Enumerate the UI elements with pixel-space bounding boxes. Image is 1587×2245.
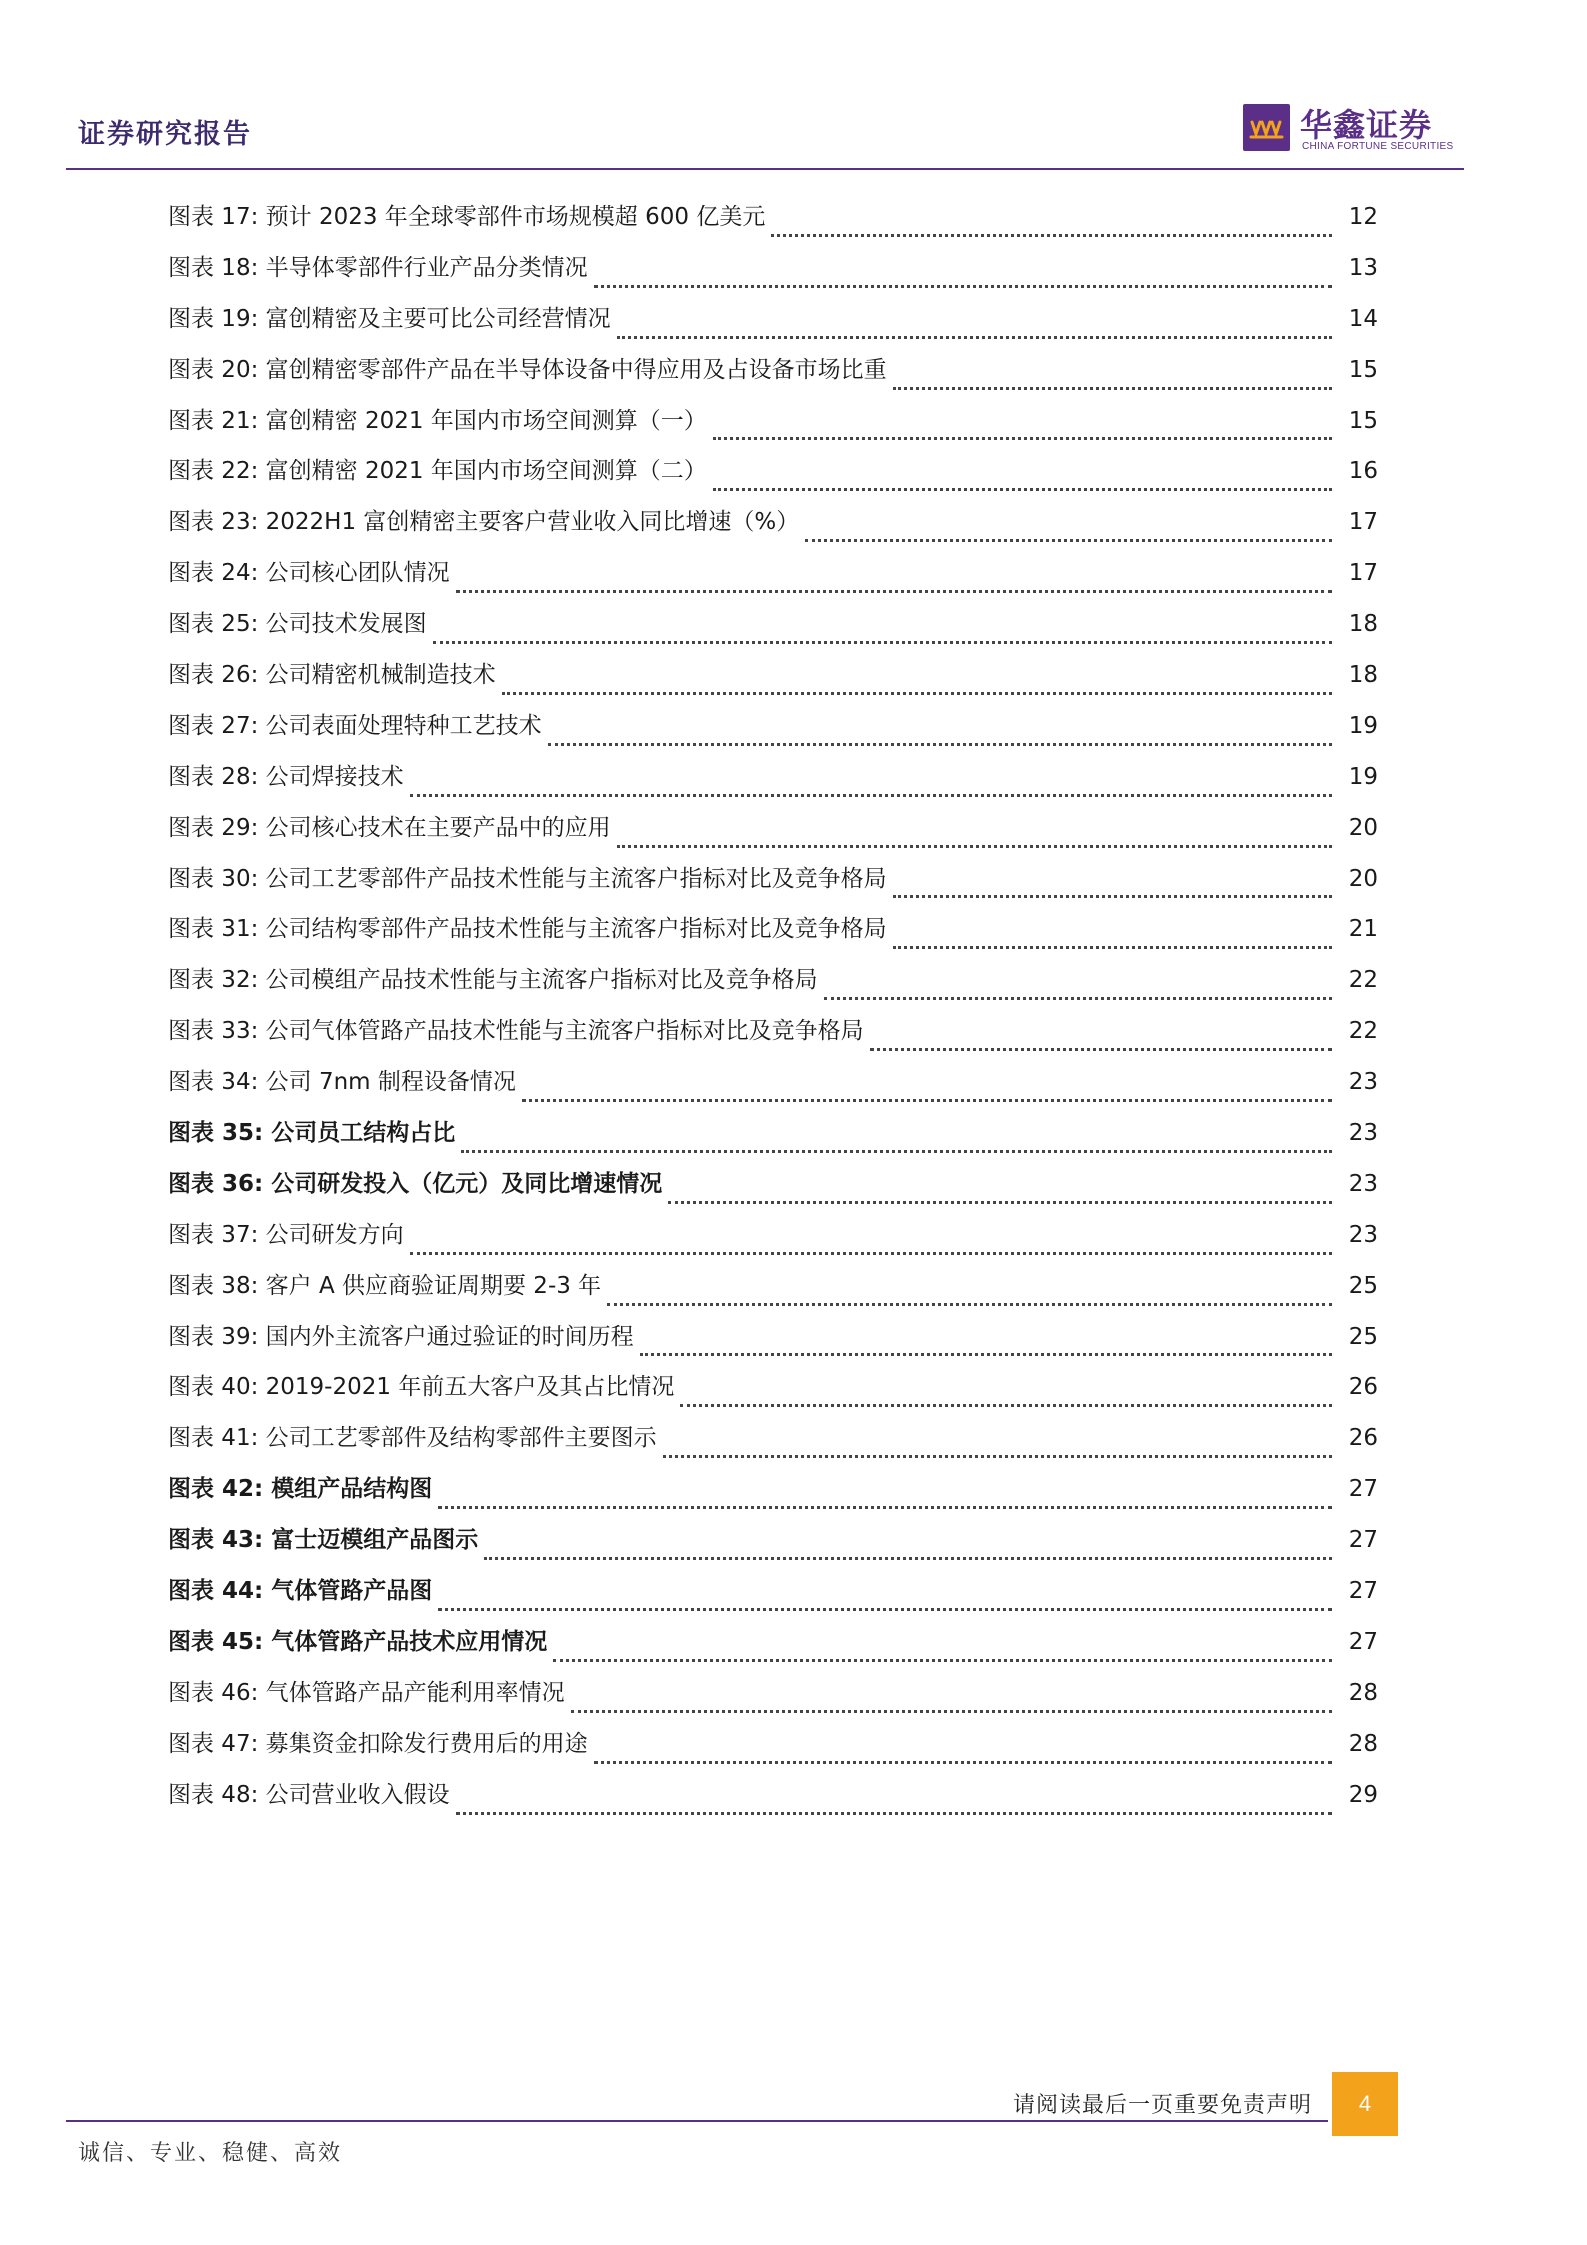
- toc-entry-title: [168, 1372, 680, 1402]
- toc-entry-title: [168, 965, 824, 995]
- toc-entry-text: 公司结构零部件产品技术性能与主流客户指标对比及竞争格局: [265, 916, 887, 943]
- toc-entry[interactable]: [168, 558, 1378, 609]
- toc-dot-leader: [893, 387, 1332, 390]
- toc-entry-label: 图表 33:: [168, 1018, 259, 1045]
- toc-entry-label: 图表 18:: [168, 254, 259, 281]
- toc-entry[interactable]: [168, 1372, 1378, 1423]
- toc-entry-label: 图表 48:: [168, 1781, 259, 1808]
- toc-dot-leader: [438, 1506, 1332, 1509]
- toc-entry-text: 公司核心技术在主要产品中的应用: [265, 814, 611, 841]
- toc-dot-leader: [713, 488, 1332, 491]
- toc-entry-label: 图表 45:: [168, 1628, 264, 1655]
- toc-dot-leader: [571, 1710, 1332, 1713]
- toc-entry[interactable]: [168, 965, 1378, 1016]
- toc-entry[interactable]: [168, 1169, 1378, 1220]
- toc-page-number: 23: [1348, 1120, 1378, 1147]
- toc-entry-label: 图表 47:: [168, 1730, 259, 1757]
- toc-page-number: 27: [1348, 1578, 1378, 1605]
- toc-dot-leader: [456, 1812, 1332, 1815]
- toc-dot-leader: [668, 1201, 1332, 1204]
- toc-entry-label: 图表 34:: [168, 1069, 259, 1096]
- toc-dot-leader: [893, 895, 1332, 898]
- toc-page-number: 18: [1348, 662, 1378, 689]
- toc-dot-leader: [433, 641, 1332, 644]
- toc-entry-label: 图表 40:: [168, 1374, 259, 1401]
- toc-dot-leader: [824, 997, 1332, 1000]
- toc-entry[interactable]: [168, 253, 1378, 304]
- toc-page-number: 19: [1348, 712, 1378, 739]
- toc-page-number: 22: [1348, 1018, 1378, 1045]
- toc-entry-title: [168, 406, 713, 436]
- toc-dot-leader: [548, 743, 1332, 746]
- toc-entry-title: [168, 456, 713, 486]
- toc-page-number: 22: [1348, 967, 1378, 994]
- toc-entry-text: 富创精密 2021 年国内市场空间测算（一）: [265, 407, 707, 434]
- toc-page-number: 23: [1348, 1221, 1378, 1248]
- toc-entry[interactable]: [168, 762, 1378, 813]
- toc-entry-title: [168, 1474, 438, 1504]
- toc-entry-title: [168, 253, 594, 283]
- toc-entry-title: [168, 304, 617, 334]
- toc-entry-text: 募集资金扣除发行费用后的用途: [265, 1730, 588, 1757]
- toc-entry-title: [168, 762, 410, 792]
- toc-dot-leader: [771, 234, 1332, 237]
- logo-icon: [1243, 104, 1290, 151]
- toc-entry-text: 公司气体管路产品技术性能与主流客户指标对比及竞争格局: [265, 1018, 864, 1045]
- toc-entry-text: 公司技术发展图: [265, 611, 427, 638]
- toc-dot-leader: [805, 539, 1332, 542]
- toc-entry-label: 图表 36:: [168, 1170, 264, 1197]
- toc-entry-text: 国内外主流客户通过验证的时间历程: [265, 1323, 634, 1350]
- toc-entry-label: 图表 20:: [168, 356, 259, 383]
- toc-page-number: 21: [1348, 916, 1378, 943]
- toc-dot-leader: [617, 845, 1332, 848]
- toc-entry-title: [168, 1423, 663, 1453]
- toc-dot-leader: [410, 1252, 1332, 1255]
- toc-entry-title: [168, 1729, 594, 1759]
- toc-entry[interactable]: [168, 864, 1378, 915]
- toc-page-number: 25: [1348, 1272, 1378, 1299]
- toc-dot-leader: [553, 1659, 1332, 1662]
- toc-entry-text: 公司员工结构占比: [271, 1120, 456, 1147]
- toc-page-number: 16: [1348, 458, 1378, 485]
- toc-dot-leader: [607, 1303, 1332, 1306]
- toc-entry-title: [168, 1576, 438, 1606]
- toc-entry-label: 图表 23:: [168, 509, 259, 536]
- toc-entry[interactable]: [168, 660, 1378, 711]
- toc-page-number: 26: [1348, 1425, 1378, 1452]
- toc-entry-title: [168, 202, 771, 232]
- toc-page-number: 28: [1348, 1730, 1378, 1757]
- toc-entry-title: [168, 609, 433, 639]
- toc-entry-label: 图表 28:: [168, 763, 259, 790]
- toc-page-number: 25: [1348, 1323, 1378, 1350]
- toc-dot-leader: [438, 1608, 1332, 1611]
- toc-entry-text: 富创精密及主要可比公司经营情况: [265, 305, 611, 332]
- toc-page-number: 27: [1348, 1628, 1378, 1655]
- toc-entry-title: [168, 711, 548, 741]
- logo-english-name: CHINA FORTUNE SECURITIES: [1302, 141, 1454, 152]
- toc-entry-text: 公司研发投入（亿元）及同比增速情况: [271, 1170, 663, 1197]
- toc-dot-leader: [594, 285, 1332, 288]
- toc-entry-label: 图表 32:: [168, 967, 259, 994]
- toc-entry-title: [168, 1525, 484, 1555]
- logo-chinese-name: 华鑫证券: [1300, 106, 1433, 144]
- toc-entry-title: [168, 1627, 553, 1657]
- toc-entry-title: [168, 1271, 607, 1301]
- toc-dot-leader: [640, 1353, 1332, 1356]
- toc-entry-text: 公司 7nm 制程设备情况: [265, 1069, 516, 1096]
- toc-entry[interactable]: [168, 507, 1378, 558]
- toc-page-number: 15: [1348, 356, 1378, 383]
- toc-entry[interactable]: [168, 1220, 1378, 1271]
- toc-entry-text: 公司精密机械制造技术: [265, 662, 496, 689]
- toc-dot-leader: [713, 437, 1332, 440]
- toc-entry-title: [168, 813, 617, 843]
- disclaimer-note: 请阅读最后一页重要免责声明: [1012, 2093, 1312, 2118]
- toc-entry-text: 富创精密 2021 年国内市场空间测算（二）: [265, 458, 707, 485]
- toc-entry-label: 图表 46:: [168, 1679, 259, 1706]
- toc-page-number: 23: [1348, 1069, 1378, 1096]
- toc-entry-label: 图表 38:: [168, 1272, 259, 1299]
- toc-dot-leader: [461, 1150, 1332, 1153]
- toc-entry-label: 图表 44:: [168, 1578, 264, 1605]
- toc-entry-text: 富创精密零部件产品在半导体设备中得应用及占设备市场比重: [265, 356, 887, 383]
- toc-entry-label: 图表 30:: [168, 865, 259, 892]
- toc-page-number: 19: [1348, 763, 1378, 790]
- toc-entry[interactable]: [168, 1780, 1378, 1831]
- toc-entry-label: 图表 17:: [168, 204, 259, 230]
- footer-divider: [66, 2120, 1328, 2122]
- toc-entry-label: 图表 26:: [168, 662, 259, 689]
- toc-page-number: 12: [1348, 204, 1378, 230]
- toc-dot-leader: [617, 336, 1332, 339]
- toc-entry[interactable]: [168, 1423, 1378, 1474]
- toc-page-number: 13: [1348, 254, 1378, 281]
- toc-page-number: 29: [1348, 1781, 1378, 1808]
- toc-dot-leader: [594, 1761, 1332, 1764]
- toc-entry[interactable]: [168, 1627, 1378, 1678]
- toc-entry-label: 图表 42:: [168, 1476, 264, 1503]
- toc-entry-text: 模组产品结构图: [271, 1476, 433, 1503]
- toc-entry-title: [168, 1220, 410, 1250]
- toc-dot-leader: [870, 1048, 1332, 1051]
- toc-entry[interactable]: [168, 1271, 1378, 1322]
- toc-page-number: 15: [1348, 407, 1378, 434]
- toc-entry[interactable]: [168, 609, 1378, 660]
- header-divider: [66, 168, 1464, 170]
- toc-entry-text: 2019-2021 年前五大客户及其占比情况: [265, 1374, 675, 1401]
- toc-entry[interactable]: [168, 355, 1378, 406]
- toc-entry-title: [168, 1169, 668, 1199]
- toc-entry-text: 气体管路产品产能利用率情况: [265, 1679, 565, 1706]
- toc-entry-text: 客户 A 供应商验证周期要 2-3 年: [265, 1272, 602, 1299]
- toc-entry-text: 预计 2023 年全球零部件市场规模超 600 亿美元: [265, 204, 766, 230]
- toc-entry-text: 气体管路产品图: [271, 1578, 433, 1605]
- toc-entry-title: [168, 1322, 640, 1352]
- toc-entry-text: 富士迈模组产品图示: [271, 1527, 479, 1554]
- toc-entry-text: 公司焊接技术: [265, 763, 404, 790]
- toc-entry-title: [168, 558, 456, 588]
- toc-entry[interactable]: [168, 813, 1378, 864]
- toc-entry-text: 公司表面处理特种工艺技术: [265, 712, 542, 739]
- toc-page-number: 20: [1348, 865, 1378, 892]
- toc-entry-label: 图表 37:: [168, 1221, 259, 1248]
- toc-entry-text: 公司模组产品技术性能与主流客户指标对比及竞争格局: [265, 967, 818, 994]
- toc-entry-text: 2022H1 富创精密主要客户营业收入同比增速（%）: [265, 509, 800, 536]
- toc-page-number: 20: [1348, 814, 1378, 841]
- toc-dot-leader: [410, 794, 1332, 797]
- toc-entry-title: [168, 1067, 522, 1097]
- toc-dot-leader: [456, 590, 1332, 593]
- toc-dot-leader: [663, 1455, 1332, 1458]
- toc-entry-label: 图表 24:: [168, 560, 259, 587]
- toc-entry-label: 图表 25:: [168, 611, 259, 638]
- toc-entry-title: [168, 1678, 571, 1708]
- company-slogan: 诚信、专业、稳健、高效: [78, 2141, 343, 2166]
- toc-entry-label: 图表 43:: [168, 1527, 264, 1554]
- toc-entry[interactable]: [168, 914, 1378, 965]
- toc-entry[interactable]: [168, 1474, 1378, 1525]
- toc-entry-text: 半导体零部件行业产品分类情况: [265, 254, 588, 281]
- toc-page-number: 27: [1348, 1527, 1378, 1554]
- toc-entry[interactable]: [168, 711, 1378, 762]
- toc-entry[interactable]: [168, 202, 1378, 253]
- toc-entry-text: 公司营业收入假设: [265, 1781, 450, 1808]
- toc-entry-title: [168, 660, 502, 690]
- toc-entry-text: 公司工艺零部件产品技术性能与主流客户指标对比及竞争格局: [265, 865, 887, 892]
- toc-entry[interactable]: [168, 1067, 1378, 1118]
- toc-entry-label: 图表 22:: [168, 458, 259, 485]
- toc-entry-label: 图表 31:: [168, 916, 259, 943]
- toc-entry-label: 图表 41:: [168, 1425, 259, 1452]
- toc-entry-label: 图表 19:: [168, 305, 259, 332]
- toc-entry[interactable]: [168, 1576, 1378, 1627]
- toc-entry-title: [168, 1780, 456, 1810]
- toc-dot-leader: [502, 692, 1332, 695]
- toc-entry-title: [168, 507, 805, 537]
- toc-entry[interactable]: [168, 1016, 1378, 1067]
- toc-entry-text: 气体管路产品技术应用情况: [271, 1628, 548, 1655]
- toc-dot-leader: [484, 1557, 1332, 1560]
- toc-entry-label: 图表 29:: [168, 814, 259, 841]
- toc-entry[interactable]: [168, 456, 1378, 507]
- toc-page-number: 17: [1348, 509, 1378, 536]
- toc-entry-label: 图表 21:: [168, 407, 259, 434]
- report-type-title: 证券研究报告: [78, 119, 252, 150]
- figure-index-list: [168, 202, 1378, 1831]
- toc-entry-text: 公司工艺零部件及结构零部件主要图示: [265, 1425, 657, 1452]
- toc-page-number: 17: [1348, 560, 1378, 587]
- toc-entry-title: [168, 1016, 870, 1046]
- toc-entry[interactable]: [168, 1322, 1378, 1373]
- toc-entry-text: 公司核心团队情况: [265, 560, 450, 587]
- toc-entry-label: 图表 39:: [168, 1323, 259, 1350]
- toc-entry-title: [168, 355, 893, 385]
- toc-entry[interactable]: [168, 1729, 1378, 1780]
- toc-dot-leader: [893, 946, 1332, 949]
- toc-entry[interactable]: [168, 304, 1378, 355]
- toc-entry[interactable]: [168, 406, 1378, 457]
- toc-dot-leader: [680, 1404, 1332, 1407]
- toc-entry-title: [168, 914, 893, 944]
- toc-entry[interactable]: [168, 1525, 1378, 1576]
- toc-page-number: 26: [1348, 1374, 1378, 1401]
- toc-page-number: 23: [1348, 1170, 1378, 1197]
- toc-page-number: 14: [1348, 305, 1378, 332]
- toc-dot-leader: [522, 1099, 1332, 1102]
- toc-entry-text: 公司研发方向: [265, 1221, 404, 1248]
- toc-entry-label: 图表 35:: [168, 1120, 264, 1147]
- toc-entry-title: [168, 1118, 461, 1148]
- toc-entry-title: [168, 864, 893, 894]
- toc-page-number: 18: [1348, 611, 1378, 638]
- page-number-badge: 4: [1332, 2072, 1398, 2136]
- toc-entry[interactable]: [168, 1678, 1378, 1729]
- toc-entry-label: 图表 27:: [168, 712, 259, 739]
- toc-entry[interactable]: [168, 1118, 1378, 1169]
- toc-page-number: 27: [1348, 1476, 1378, 1503]
- toc-page-number: 28: [1348, 1679, 1378, 1706]
